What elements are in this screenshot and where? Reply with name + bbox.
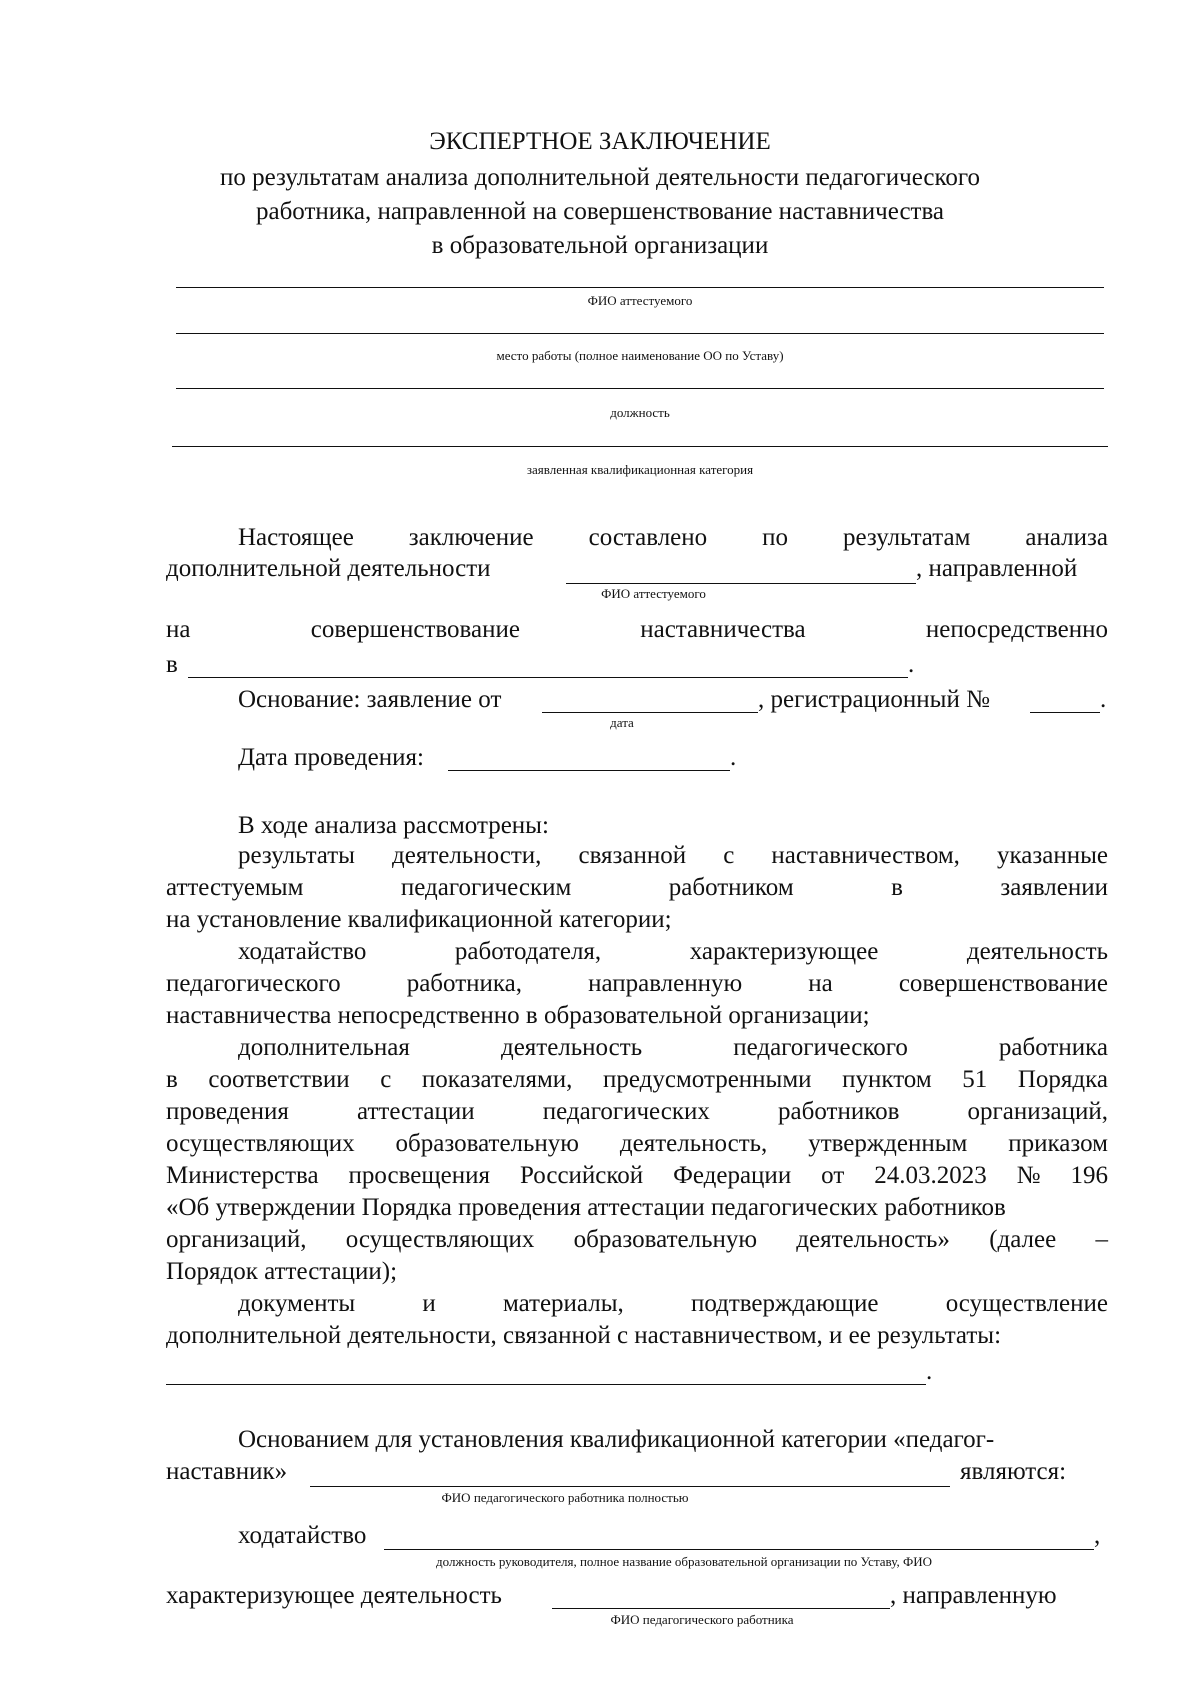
analysis-line-7 (238, 1033, 1108, 1063)
justified-word: на (808, 970, 833, 997)
analysis-heading: В ходе анализа рассмотрены: (238, 812, 549, 839)
document-subtitle-line-2: работника, направленной на совершенствование наставничества (255, 198, 945, 225)
justified-word: наставничества (640, 616, 806, 643)
characterizing-label: характеризующее деятельность (166, 1582, 502, 1609)
justified-word: аттестации (357, 1098, 475, 1125)
date-held-blank[interactable] (448, 770, 730, 771)
justified-word: на (166, 616, 191, 643)
position-field-line[interactable] (176, 388, 1104, 389)
intro-line-2-left: дополнительной деятельности (166, 555, 491, 582)
intro-line-4-prefix: в (166, 651, 178, 678)
analysis-line-1 (238, 841, 1108, 871)
characterizing-fio-blank[interactable] (552, 1608, 890, 1609)
document-subtitle-line-3: в образовательной организации (431, 232, 769, 259)
document-subtitle-line-1: по результатам анализа дополнительной деятельности педагогического (219, 164, 981, 191)
justified-word: составлено (588, 524, 708, 551)
justified-word: аттестуемым (166, 874, 304, 901)
basis-middle: , регистрационный № (758, 686, 990, 713)
grounds-line-1: Основанием для установления квалификационной категории «педагог- (238, 1426, 995, 1453)
justified-word: соответствии (208, 1066, 350, 1093)
justified-word: утвержденным (808, 1130, 968, 1157)
justified-word: организаций, (967, 1098, 1108, 1125)
justified-word: работодателя, (454, 938, 602, 965)
characterizing-fio-caption: ФИО педагогического работника (610, 1612, 794, 1627)
analysis-line-13 (166, 1225, 1108, 1255)
analysis-line-15 (238, 1289, 1108, 1319)
justified-word: Федерации (673, 1162, 792, 1189)
justified-word: деятельность» (796, 1226, 950, 1253)
justified-word: (далее (989, 1226, 1057, 1253)
registration-number-blank[interactable] (1030, 712, 1100, 713)
petition-label: ходатайство (238, 1522, 367, 1549)
analysis-line-8 (166, 1065, 1108, 1095)
justified-word: педагогическим (400, 874, 572, 901)
intro-line-2-right: , направленной (916, 555, 1078, 582)
justified-word: Порядка (1017, 1066, 1108, 1093)
justified-word: от (821, 1162, 845, 1189)
workplace-field-line[interactable] (176, 333, 1104, 334)
results-blank[interactable] (166, 1384, 926, 1385)
intro-line-3 (166, 615, 1108, 645)
fio-field-caption: ФИО аттестуемого (587, 293, 693, 308)
justified-word: Российской (519, 1162, 644, 1189)
intro-fio-blank[interactable] (566, 583, 916, 584)
justified-word: с (723, 842, 735, 869)
justified-word: в (166, 1066, 178, 1093)
date-held-end: . (730, 744, 737, 771)
justified-word: заявлении (1000, 874, 1108, 901)
justified-word: результатам (843, 524, 971, 551)
analysis-line-6: наставничества непосредственно в образовательной организации; (166, 1002, 870, 1029)
justified-word: № (1016, 1162, 1041, 1189)
characterizing-right: , направленную (890, 1582, 1057, 1609)
justified-word: – (1095, 1226, 1108, 1253)
analysis-line-4 (238, 937, 1108, 967)
petition-end: , (1094, 1522, 1101, 1549)
justified-word: осуществляющих (166, 1130, 355, 1157)
justified-word: совершенствование (898, 970, 1108, 997)
justified-word: характеризующее (689, 938, 879, 965)
justified-word: просвещения (348, 1162, 490, 1189)
justified-word: указанные (996, 842, 1108, 869)
justified-word: с (380, 1066, 392, 1093)
category-field-line[interactable] (172, 446, 1108, 447)
position-field-caption: должность (610, 405, 670, 420)
intro-line-1 (238, 523, 1108, 553)
justified-word: в (891, 874, 903, 901)
intro-line-4-end: . (908, 651, 915, 678)
analysis-line-2 (166, 873, 1108, 903)
intro-place-blank[interactable] (188, 677, 908, 678)
justified-word: подтверждающие (690, 1290, 879, 1317)
grounds-fio-caption: ФИО педагогического работника полностью (441, 1490, 689, 1505)
justified-word: организаций, (166, 1226, 307, 1253)
justified-word: по (762, 524, 789, 551)
justified-word: педагогического (733, 1034, 908, 1061)
category-field-caption: заявленная квалификационная категория (526, 462, 754, 477)
justified-word: работников (778, 1098, 900, 1125)
justified-word: Настоящее (238, 524, 354, 551)
justified-word: образовательную (573, 1226, 758, 1253)
justified-word: непосредственно (925, 616, 1108, 643)
petition-blank[interactable] (384, 1549, 1094, 1550)
justified-word: деятельность, (619, 1130, 768, 1157)
justified-word: заключение (408, 524, 534, 551)
justified-word: педагогического (166, 970, 341, 997)
justified-word: документы (238, 1290, 356, 1317)
justified-word: и (422, 1290, 436, 1317)
intro-fio-caption: ФИО аттестуемого (601, 586, 706, 601)
justified-word: проведения (166, 1098, 289, 1125)
justified-word: предусмотренными (603, 1066, 812, 1093)
analysis-line-14: Порядок аттестации); (166, 1258, 398, 1285)
analysis-line-9 (166, 1097, 1108, 1127)
justified-word: осуществляющих (345, 1226, 535, 1253)
date-held-label: Дата проведения: (238, 744, 424, 771)
justified-word: осуществление (945, 1290, 1108, 1317)
justified-word: работником (668, 874, 794, 901)
basis-prefix: Основание: заявление от (238, 686, 502, 713)
justified-word: пунктом (842, 1066, 932, 1093)
document-title: ЭКСПЕРТНОЕ ЗАКЛЮЧЕНИЕ (429, 128, 771, 155)
justified-word: 24.03.2023 (874, 1162, 987, 1189)
justified-word: педагогических (542, 1098, 710, 1125)
justified-word: 196 (1070, 1162, 1108, 1189)
justified-word: совершенствование (310, 616, 520, 643)
justified-word: Министерства (166, 1162, 319, 1189)
fio-field-line[interactable] (176, 287, 1104, 288)
analysis-line-5 (166, 969, 1108, 999)
justified-word: анализа (1025, 524, 1108, 551)
analysis-line-16: дополнительной деятельности, связанной с наставничеством, и ее результаты: (166, 1322, 1002, 1349)
justified-word: деятельность (966, 938, 1108, 965)
analysis-line-11 (166, 1161, 1108, 1191)
justified-word: связанной (578, 842, 687, 869)
justified-word: дополнительная (238, 1034, 410, 1061)
petition-caption: должность руководителя, полное название образовательной организации по Уставу, ФИО (436, 1554, 932, 1569)
justified-word: материалы, (502, 1290, 624, 1317)
justified-word: деятельность (500, 1034, 643, 1061)
justified-word: наставничеством, (771, 842, 960, 869)
justified-word: 51 (962, 1066, 988, 1093)
application-date-blank[interactable] (542, 712, 758, 713)
application-date-caption: дата (610, 715, 634, 730)
workplace-field-caption: место работы (полное наименование ОО по Уставу) (496, 348, 784, 363)
grounds-line-2-left: наставник» (166, 1458, 288, 1485)
grounds-fio-blank[interactable] (310, 1486, 950, 1487)
justified-word: направленную (588, 970, 743, 997)
justified-word: образовательную (395, 1130, 579, 1157)
justified-word: показателями, (421, 1066, 573, 1093)
analysis-line-12: «Об утверждении Порядка проведения аттестации педагогических работников (166, 1194, 1006, 1221)
justified-word: работника, (406, 970, 522, 997)
analysis-line-3: на установление квалификационной категории; (166, 906, 672, 933)
justified-word: деятельности, (392, 842, 542, 869)
justified-word: приказом (1008, 1130, 1108, 1157)
grounds-line-2-right: являются: (960, 1458, 1067, 1485)
justified-word: результаты (238, 842, 355, 869)
results-end: . (926, 1358, 933, 1385)
justified-word: работника (998, 1034, 1108, 1061)
justified-word: ходатайство (238, 938, 367, 965)
basis-end: . (1100, 686, 1107, 713)
analysis-line-10 (166, 1129, 1108, 1159)
